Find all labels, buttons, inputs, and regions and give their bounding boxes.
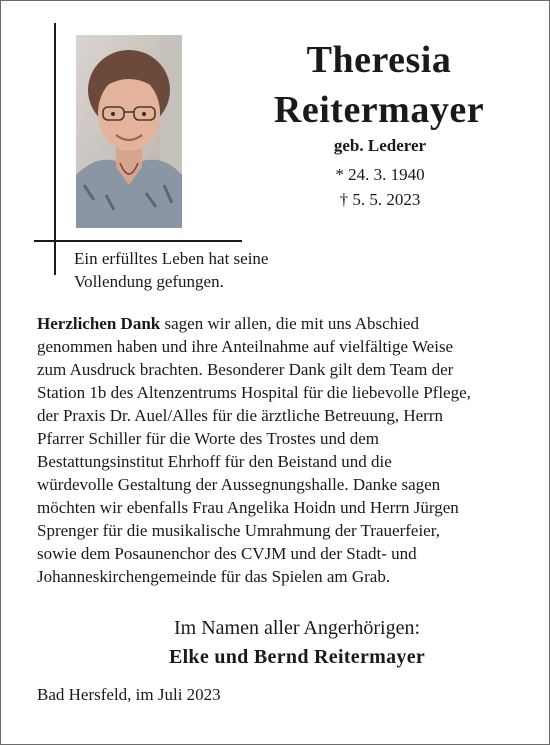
message-lead: Herzlichen Dank <box>37 314 161 333</box>
message-line: der Praxis Dr. Auel/Alles für die ärztliche Betreuung, Herrn <box>37 406 443 425</box>
message-line: Pfarrer Schiller für die Worte des Trostes und dem <box>37 429 380 448</box>
thank-you-text <box>37 312 527 588</box>
message-line: zum Ausdruck brachten. Besonderer Dank gilt dem Team der <box>37 360 454 379</box>
portrait-photo <box>76 35 182 228</box>
first-name: Theresia <box>306 39 452 81</box>
motto <box>74 247 334 293</box>
place-and-date: Bad Hersfeld, im Juli 2023 <box>37 685 221 704</box>
message-line: genommen haben und ihre Anteilnahme auf vielfältige Weise <box>37 337 454 356</box>
message-line: Johanneskirchengemeinde für das Spielen am Grab. <box>37 567 391 586</box>
birth-name: geb. Lederer <box>333 136 427 155</box>
message-line: Bestattungsinstitut Ehrhoff für den Beistand und die <box>37 452 392 471</box>
message-line: sowie dem Posaunenchor des CVJM und der Stadt- und <box>37 544 417 563</box>
message-line <box>37 312 527 335</box>
message-line-0: sagen wir allen, die mit uns Abschied <box>160 314 419 333</box>
signoff-intro: Im Namen aller Angerhörigen: <box>173 617 421 639</box>
last-name: Reitermayer <box>273 89 485 131</box>
message-line: Station 1b des Altenzentrums Hospital für die liebevolle Pflege, <box>37 383 471 402</box>
message-line: würdevolle Gestaltung der Aussegnungshalle. Danke sagen <box>37 475 441 494</box>
cross-horizontal-line <box>34 240 242 242</box>
motto-line-2: Vollendung gefungen. <box>74 272 224 291</box>
birth-date: * 24. 3. 1940 <box>335 165 425 184</box>
message-line: möchten wir ebenfalls Frau Angelika Hoidn und Herrn Jürgen <box>37 498 459 517</box>
cross-vertical-line <box>54 23 56 275</box>
signoff-names: Elke und Bernd Reitermayer <box>168 646 426 668</box>
motto-line-1: Ein erfülltes Leben hat seine <box>74 249 269 268</box>
death-date: † 5. 5. 2023 <box>339 190 421 209</box>
message-line: Sprenger für die musikalische Umrahmung der Trauerfeier, <box>37 521 440 540</box>
